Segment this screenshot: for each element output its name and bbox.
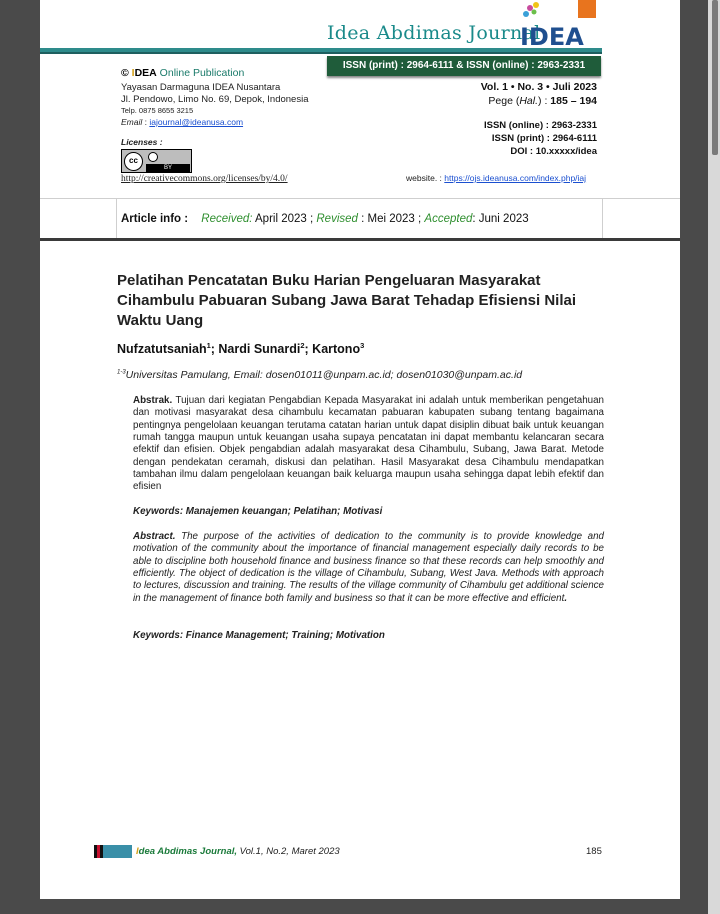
issn-online-value: : 2963-2331 <box>543 120 597 131</box>
document-page <box>40 0 680 899</box>
revised-value: : Mei 2023 ; <box>357 213 425 225</box>
author-name: ; Kartono <box>304 342 361 357</box>
affiliation-sup: 1-3 <box>117 369 126 376</box>
footer-journal: Abdimas Journal, <box>155 846 238 857</box>
website-label: website. : <box>406 173 445 183</box>
idea-logo <box>518 0 640 46</box>
footer-color-strip <box>94 845 132 858</box>
doi: DOI : 10.xxxxx/idea <box>510 146 597 157</box>
abstract-text: The purpose of the activities of dedication to the community is to provide knowledge and motivation of the community about the importance of financial management especially daily records to be able to discipline both household finance and business finance so that these records can help smoothly and efficiently. The object of dedication is the village of Cihambulu, Subang, West Java. Methods with approach to lectures, discussion and training. The results of the village community of Cihambulu get additional science in the management of finance both family and business so that it can be more effective and efficient <box>133 531 604 604</box>
pages-value: 185 – 194 <box>550 95 597 107</box>
footer-volinfo: Vol.1, No.2, Maret 2023 <box>237 846 340 857</box>
online-publication: Online Publication <box>156 67 245 79</box>
pege-prefix: Pege ( <box>488 95 520 107</box>
author-sup: 1 <box>206 341 211 350</box>
page-range <box>488 95 597 107</box>
issn-online-label: ISSN (online) <box>484 120 544 131</box>
website-line <box>406 173 586 183</box>
info-left-rule <box>116 198 117 240</box>
affiliation <box>117 369 522 381</box>
website-link[interactable]: https://ojs.ideanusa.com/index.php/iaj <box>444 173 587 183</box>
journal-title: Idea Abdimas Journal <box>327 22 541 44</box>
abstract-end: . <box>564 592 568 604</box>
info-top-rule <box>40 198 680 199</box>
accepted-label: Accepted <box>424 213 473 225</box>
idea-rest: DEA <box>134 67 157 79</box>
footer-dea: dea <box>138 846 156 857</box>
licenses-label: Licenses : <box>121 137 163 147</box>
abstract-label: Abstract. <box>133 531 176 542</box>
header-rule-dark <box>40 52 602 54</box>
info-right-rule <box>602 198 603 240</box>
authors <box>117 341 364 356</box>
publisher-telp: Telp. 0875 8655 3215 <box>121 106 194 115</box>
pege-hal: Hal. <box>519 95 539 107</box>
by-label: BY <box>146 164 190 172</box>
article-divider <box>40 238 680 241</box>
footer-citation <box>136 846 340 857</box>
idea-i: I <box>131 67 135 79</box>
author-name: ; Nardi Sunardi <box>210 342 301 357</box>
keywords-indonesian: Keywords: Manajemen keuangan; Pelatihan; Motivasi <box>133 506 383 517</box>
author-name: Nufzatutsaniah <box>117 342 207 357</box>
publisher-address: Jl. Pendowo, Limo No. 69, Depok, Indonesia <box>121 94 309 105</box>
abstrak-label: Abstrak. <box>133 395 173 406</box>
article-info <box>121 213 529 225</box>
author-sup: 2 <box>300 341 305 350</box>
abstract-indonesian <box>133 395 604 494</box>
footer-i: I <box>136 846 139 857</box>
affiliation-text: Universitas Pamulang, Email: dosen01011@unpam.ac.id; dosen01030@unpam.ac.id <box>125 369 523 381</box>
paper-title: Pelatihan Pencatatan Buku Harian Pengeluaran Masyarakat Cihambulu Pabuaran Subang Jawa Barat Tehadap Efisiensi Nilai Waktu Uang <box>117 272 577 329</box>
pege-suffix: ) : <box>538 95 551 107</box>
email-label: Email <box>121 117 143 127</box>
author-sup: 3 <box>360 341 365 350</box>
volume-info: Vol. 1 • No. 3 • Juli 2023 <box>480 81 597 93</box>
issn-banner: ISSN (print) : 2964-6111 & ISSN (online) : 2963-2331 <box>327 56 601 76</box>
copyright-symbol: © <box>121 67 129 79</box>
license-link[interactable]: http://creativecommons.org/licenses/by/4.0/ <box>121 174 288 184</box>
cc-icon: cc <box>124 152 143 171</box>
email-link[interactable]: iajournal@ideanusa.com <box>149 117 244 127</box>
abstrak-text: Tujuan dari kegiatan Pengabdian Kepada Masyarakat ini adalah untuk memberikan pengetahuan dan motivasi masyarakat desa cihambulu kecamatan pabuaran kabupaten subang tentang bagaimana pentingnya pengelolaan keuangan terutama catatan harian untuk dapat disiplin dibuat baik untuk keuangan rumah tangga maupun untuk keuangan usaha supaya pencatatan ini dapat membantu kelancaran secara efektif dan efisien. Objek pengabdian adalah masyarakat desa Cihambulu, Subang, Jawa Barat. Metode dengan pendekatan ceramah, diskusi dan pelatihan. Hasil Masyarakat desa Cihambulu mendapatkan tambahan ilmu dalam pengelolaan keuangan baik keluarga maupun usaha sehingga dapat lebih efektif dan efisien <box>133 395 604 493</box>
received-label: Received: <box>201 213 253 225</box>
keywords-english: Keywords: Finance Management; Training; Motivation <box>133 630 385 641</box>
page-number: 185 <box>586 846 602 857</box>
issn-print-value: : 2964-6111 <box>544 133 597 144</box>
issn-online <box>484 120 597 131</box>
accepted-value: : Juni 2023 <box>472 213 529 225</box>
revised-label: Revised <box>316 213 358 225</box>
cc-by-license-badge[interactable] <box>121 149 192 173</box>
publisher-line <box>121 67 244 79</box>
person-icon <box>148 152 158 162</box>
svg-text:IDEA: IDEA <box>520 23 584 46</box>
publisher-email-line: Email : iajournal@ideanusa.com <box>121 117 244 127</box>
article-info-label: Article info : <box>121 213 189 225</box>
foundation-name: Yayasan Darmaguna IDEA Nusantara <box>121 82 281 93</box>
issn-print <box>492 133 597 144</box>
received-value: April 2023 ; <box>252 213 317 225</box>
issn-print-label: ISSN (print) <box>491 133 545 144</box>
abstract-english <box>133 531 604 605</box>
scrollbar-thumb[interactable] <box>712 0 718 155</box>
